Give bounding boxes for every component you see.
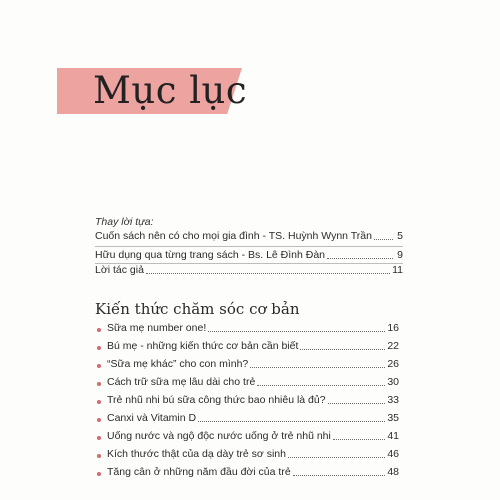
dot-leader [288,457,385,458]
page-title: Mục lục [93,69,248,112]
toc-entry-title: Uống nước và ngộ độc nước uống ở trẻ nhũ nhi [107,430,331,442]
toc-entry-title: Lời tác giả [95,264,144,276]
toc-entry-page: 5 [397,230,403,242]
toc-entry-title: Hữu dụng qua từng trang sách - Bs. Lê Đình Đàn [95,249,326,261]
toc-entry-page: 22 [387,340,399,352]
toc-entry-preface-3[interactable] [95,263,403,277]
toc-entry-section-8[interactable] [97,447,399,461]
bullet-icon [97,418,101,422]
dot-leader [198,421,385,422]
section-title: Kiến thức chăm sóc cơ bản [95,300,300,318]
toc-entry-page: 41 [387,430,399,442]
divider [95,246,403,247]
toc-entry-title: Cuốn sách nên có cho mọi gia đình - TS. Huỳnh Wynn Trần [95,230,372,242]
dot-leader [327,258,393,259]
bullet-icon [97,454,101,458]
bullet-icon [97,436,101,440]
toc-entry-preface-1[interactable] [95,229,403,243]
toc-entry-page: 35 [387,412,399,424]
toc-entry-section-9[interactable] [97,465,399,479]
toc-entry-page: 26 [387,358,399,370]
toc-entry-title: “Sữa mẹ khác” cho con mình? [107,358,249,370]
toc-entry-section-4[interactable] [97,375,399,389]
dot-leader [257,385,385,386]
dot-leader [208,331,385,332]
dot-leader [146,273,390,274]
toc-entry-page: 11 [392,264,403,276]
dot-leader [328,403,386,404]
toc-entry-section-1[interactable] [97,321,399,335]
dot-leader [293,475,386,476]
bullet-icon [97,364,101,368]
toc-entry-section-5[interactable] [97,393,399,407]
toc-entry-title: Bú mẹ - những kiến thức cơ bản cần biết [107,340,299,352]
toc-entry-page: 33 [387,394,399,406]
bullet-icon [97,382,101,386]
toc-entry-title: Tăng cân ở những năm đầu đời của trẻ [107,466,291,478]
bullet-icon [97,346,101,350]
bullet-icon [97,328,101,332]
dot-leader [374,239,393,240]
toc-entry-section-2[interactable] [97,339,399,353]
toc-entry-title: Trẻ nhũ nhi bú sữa công thức bao nhiêu là đủ? [107,394,326,406]
toc-entry-title: Kích thước thật của dạ dày trẻ sơ sinh [107,448,286,460]
toc-entry-title: Cách trữ sữa mẹ lâu dài cho trẻ [107,376,256,388]
toc-entry-preface-2[interactable] [95,248,403,262]
toc-entry-section-3[interactable] [97,357,399,371]
preface-label: Thay lời tựa: [95,216,154,228]
toc-entry-page: 46 [387,448,399,460]
toc-entry-page: 48 [387,466,399,478]
toc-entry-page: 30 [387,376,399,388]
toc-entry-page: 9 [397,249,403,261]
dot-leader [333,439,385,440]
bullet-icon [97,400,101,404]
toc-entry-section-6[interactable] [97,411,399,425]
toc-entry-title: Sữa mẹ number one! [107,322,207,334]
toc-entry-title: Canxi và Vitamin D [107,412,197,424]
toc-entry-section-7[interactable] [97,429,399,443]
dot-leader [300,349,385,350]
bullet-icon [97,472,101,476]
dot-leader [250,367,385,368]
toc-entry-page: 16 [387,322,399,334]
